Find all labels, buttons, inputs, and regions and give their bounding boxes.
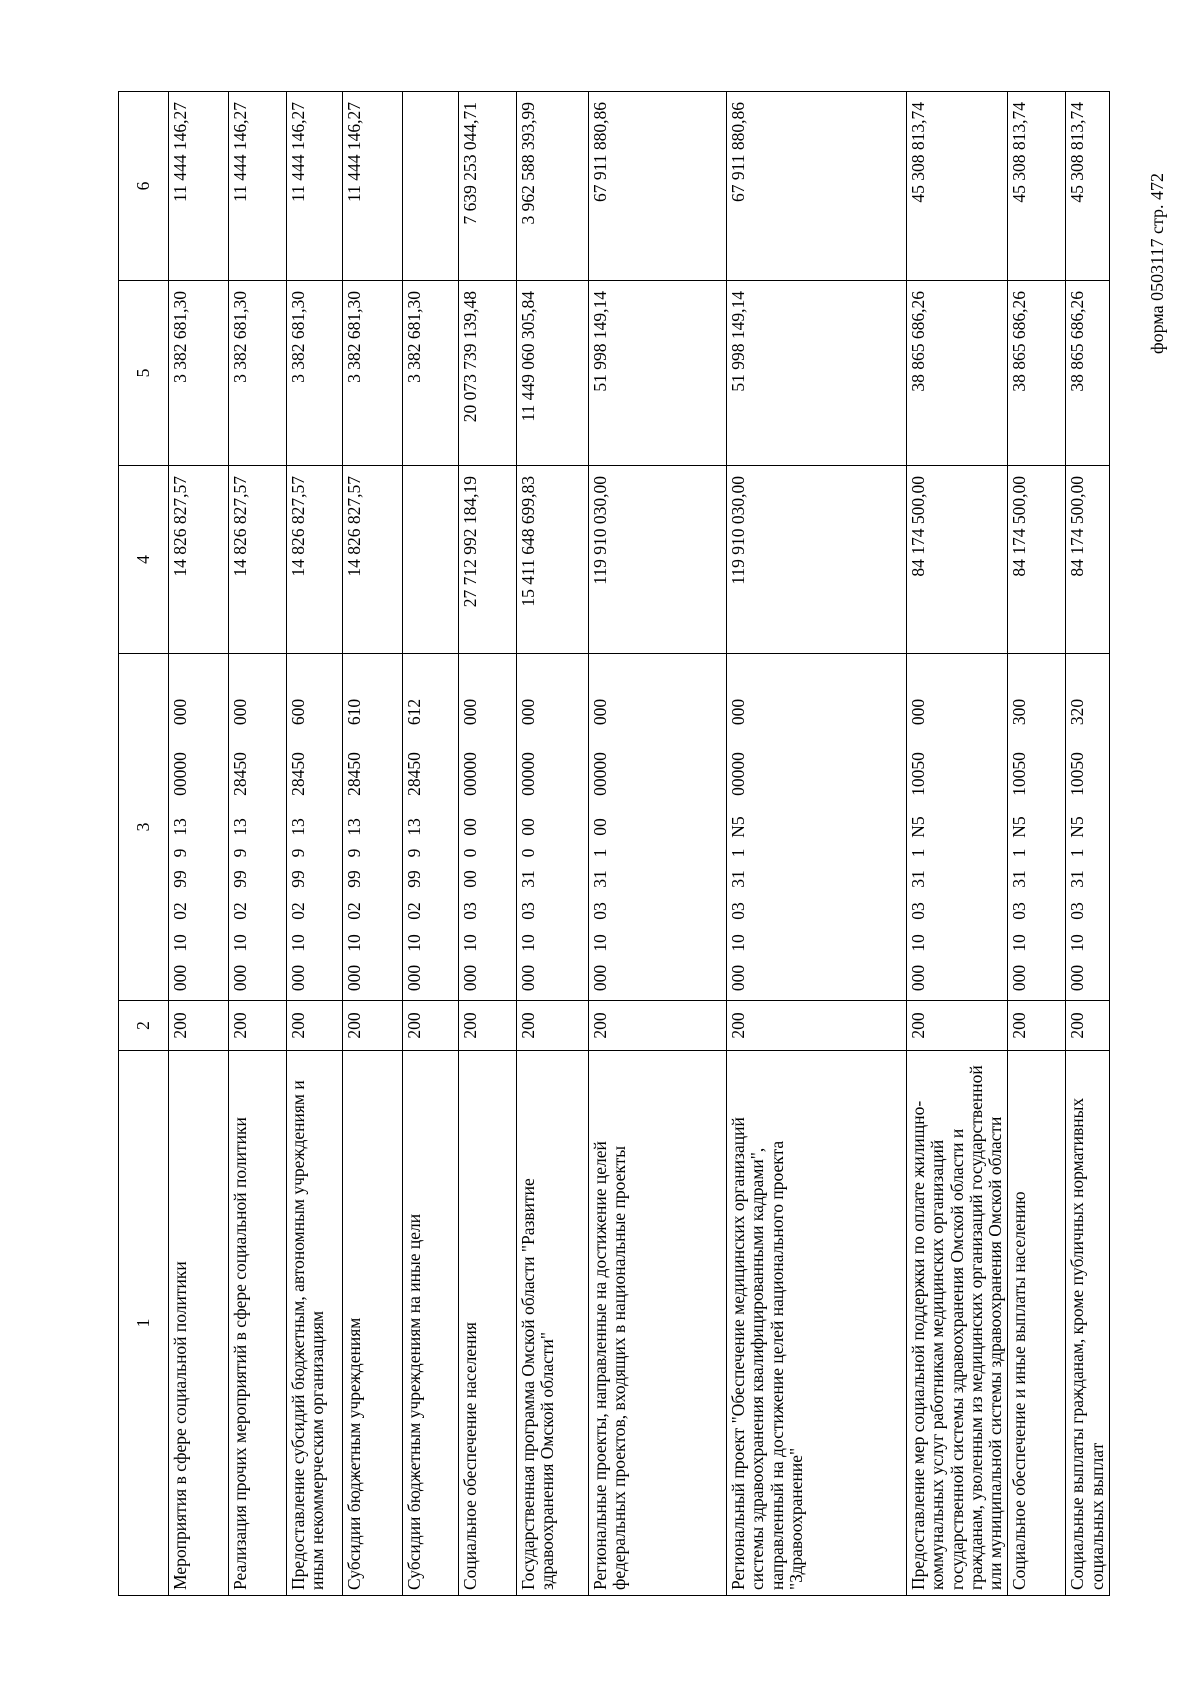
row-approved-cell: 14 826 827,57 bbox=[169, 466, 229, 654]
budget-code bbox=[289, 657, 308, 997]
row-approved-cell: 84 174 500,00 bbox=[907, 466, 1008, 654]
table-row bbox=[403, 92, 459, 1596]
row-unexecuted-cell: 3 962 588 393,99 bbox=[517, 92, 589, 281]
code-part: 1 bbox=[908, 848, 928, 858]
row-line-code-cell: 200 bbox=[907, 1001, 1008, 1051]
row-name-cell: Предоставление субсидий бюджетным, автономным учреждениям и иным некоммерческим организациям bbox=[287, 1051, 343, 1596]
row-line-code-cell: 200 bbox=[343, 1001, 403, 1051]
code-part: 31 bbox=[728, 870, 748, 888]
code-part: 28450 bbox=[404, 752, 424, 796]
code-part: 10050 bbox=[908, 752, 928, 796]
code-part: 10 bbox=[1009, 934, 1030, 952]
code-part: 03 bbox=[728, 902, 748, 920]
row-executed-cell: 3 382 681,30 bbox=[343, 281, 403, 466]
code-part: 000 bbox=[908, 964, 928, 992]
row-executed-cell: 51 998 149,14 bbox=[589, 281, 727, 466]
code-part: N5 bbox=[728, 816, 748, 838]
column-header: 5 bbox=[119, 281, 169, 466]
code-part: 000 bbox=[460, 698, 480, 726]
code-part: 13 bbox=[230, 818, 250, 836]
row-name-cell: Социальные выплаты гражданам, кроме публичных нормативных социальных выплат bbox=[1066, 1051, 1110, 1596]
budget-code bbox=[461, 657, 480, 997]
row-name-cell: Мероприятия в сфере социальной политики bbox=[169, 1051, 229, 1596]
code-part: 000 bbox=[170, 698, 190, 726]
row-executed-cell: 3 382 681,30 bbox=[287, 281, 343, 466]
row-unexecuted-cell: 11 444 146,27 bbox=[169, 92, 229, 281]
code-part: 10 bbox=[230, 934, 250, 952]
row-name-cell: Социальное обеспечение населения bbox=[459, 1051, 517, 1596]
row-budget-code-cell bbox=[517, 654, 589, 1001]
row-approved-cell: 14 826 827,57 bbox=[229, 466, 287, 654]
column-header: 1 bbox=[119, 1051, 169, 1596]
code-part: 00 bbox=[518, 818, 538, 836]
code-part: 31 bbox=[518, 870, 538, 888]
code-part: 10 bbox=[518, 934, 538, 952]
row-executed-cell: 20 073 739 139,48 bbox=[459, 281, 517, 466]
code-part: 03 bbox=[1067, 902, 1088, 920]
code-part: 1 bbox=[728, 848, 748, 858]
code-part: 02 bbox=[344, 902, 364, 920]
table-row bbox=[287, 92, 343, 1596]
code-part: 1 bbox=[1067, 848, 1088, 858]
table-row bbox=[343, 92, 403, 1596]
code-part: 03 bbox=[590, 902, 610, 920]
row-approved-cell: 119 910 030,00 bbox=[589, 466, 727, 654]
code-part: 000 bbox=[728, 964, 748, 992]
code-part: 13 bbox=[404, 818, 424, 836]
code-part: 9 bbox=[404, 848, 424, 858]
row-approved-cell: 119 910 030,00 bbox=[727, 466, 907, 654]
row-approved-cell: 15 411 648 699,83 bbox=[517, 466, 589, 654]
code-part: 13 bbox=[344, 818, 364, 836]
code-part: 10050 bbox=[1009, 752, 1030, 796]
budget-code bbox=[171, 657, 190, 997]
budget-code bbox=[519, 657, 538, 997]
row-line-code-cell: 200 bbox=[229, 1001, 287, 1051]
row-executed-cell: 3 382 681,30 bbox=[169, 281, 229, 466]
row-unexecuted-cell: 11 444 146,27 bbox=[287, 92, 343, 281]
row-name-cell: Государственная программа Омской области "Развитие здравоохранения Омской области" bbox=[517, 1051, 589, 1596]
code-part: 00000 bbox=[590, 752, 610, 796]
column-header: 6 bbox=[119, 92, 169, 281]
table-row bbox=[1066, 92, 1110, 1596]
row-line-code-cell: 200 bbox=[589, 1001, 727, 1051]
row-budget-code-cell bbox=[907, 654, 1008, 1001]
row-unexecuted-cell: 45 308 813,74 bbox=[1008, 92, 1066, 281]
code-part: 02 bbox=[404, 902, 424, 920]
code-part: 00000 bbox=[170, 752, 190, 796]
row-approved-cell: 84 174 500,00 bbox=[1066, 466, 1110, 654]
row-budget-code-cell bbox=[229, 654, 287, 1001]
column-header: 4 bbox=[119, 466, 169, 654]
row-unexecuted-cell: 45 308 813,74 bbox=[907, 92, 1008, 281]
row-budget-code-cell bbox=[459, 654, 517, 1001]
row-line-code-cell: 200 bbox=[517, 1001, 589, 1051]
code-part: 000 bbox=[170, 964, 190, 992]
row-name-cell: Социальное обеспечение и иные выплаты населению bbox=[1008, 1051, 1066, 1596]
code-part: N5 bbox=[908, 816, 928, 838]
budget-code bbox=[1010, 657, 1029, 997]
code-part: 02 bbox=[230, 902, 250, 920]
code-part: 000 bbox=[1009, 964, 1030, 992]
table-row bbox=[727, 92, 907, 1596]
code-part: 10 bbox=[728, 934, 748, 952]
code-part: 28450 bbox=[288, 752, 308, 796]
row-budget-code-cell bbox=[403, 654, 459, 1001]
code-part: 99 bbox=[288, 870, 308, 888]
row-name-cell: Субсидии бюджетным учреждениям bbox=[343, 1051, 403, 1596]
code-part: 00 bbox=[460, 870, 480, 888]
row-budget-code-cell bbox=[589, 654, 727, 1001]
row-line-code-cell: 200 bbox=[1066, 1001, 1110, 1051]
code-part: 03 bbox=[460, 902, 480, 920]
code-part: 000 bbox=[908, 698, 928, 726]
budget-code bbox=[1068, 657, 1087, 997]
row-executed-cell: 3 382 681,30 bbox=[229, 281, 287, 466]
row-budget-code-cell bbox=[287, 654, 343, 1001]
code-part: 00 bbox=[460, 818, 480, 836]
code-part: 31 bbox=[908, 870, 928, 888]
row-approved-cell bbox=[403, 466, 459, 654]
code-part: 00000 bbox=[728, 752, 748, 796]
code-part: 000 bbox=[728, 698, 748, 726]
code-part: 9 bbox=[344, 848, 364, 858]
budget-code bbox=[345, 657, 364, 997]
code-part: 000 bbox=[518, 964, 538, 992]
row-name-cell: Реализация прочих мероприятий в сфере социальной политики bbox=[229, 1051, 287, 1596]
code-part: 10 bbox=[404, 934, 424, 952]
column-header: 3 bbox=[119, 654, 169, 1001]
row-executed-cell: 3 382 681,30 bbox=[403, 281, 459, 466]
code-part: 9 bbox=[230, 848, 250, 858]
row-line-code-cell: 200 bbox=[287, 1001, 343, 1051]
code-part: 10 bbox=[908, 934, 928, 952]
budget-code bbox=[591, 657, 610, 997]
code-part: N5 bbox=[1009, 816, 1030, 838]
row-budget-code-cell bbox=[727, 654, 907, 1001]
table-row bbox=[517, 92, 589, 1596]
row-line-code-cell: 200 bbox=[1008, 1001, 1066, 1051]
code-part: N5 bbox=[1067, 816, 1088, 838]
budget-code bbox=[405, 657, 424, 997]
row-name-cell: Предоставление мер социальной поддержки по оплате жилищно-коммунальных услуг работникам медицинских организаций государственной системы здравоохранения Омской области и гражданам, уволенным из медицинских организаций государственной или муниципальной системы здравоохранения Омской области bbox=[907, 1051, 1008, 1596]
table-body bbox=[169, 92, 1110, 1596]
row-approved-cell: 14 826 827,57 bbox=[343, 466, 403, 654]
code-part: 600 bbox=[288, 698, 308, 726]
code-part: 31 bbox=[590, 870, 610, 888]
code-part: 00000 bbox=[460, 752, 480, 796]
code-part: 000 bbox=[460, 964, 480, 992]
code-part: 99 bbox=[230, 870, 250, 888]
row-name-cell: Региональные проекты, направленные на достижение целей федеральных проектов, входящих в национальные проекты bbox=[589, 1051, 727, 1596]
row-name-cell: Региональный проект "Обеспечение медицинских организаций системы здравоохранения квалифицированными кадрами", направленный на достижение целей национального проекта "Здравоохранение" bbox=[727, 1051, 907, 1596]
row-budget-code-cell bbox=[343, 654, 403, 1001]
code-part: 300 bbox=[1009, 698, 1030, 726]
code-part: 13 bbox=[288, 818, 308, 836]
code-part: 000 bbox=[230, 698, 250, 726]
row-budget-code-cell bbox=[1066, 654, 1110, 1001]
code-part: 00 bbox=[590, 818, 610, 836]
code-part: 13 bbox=[170, 818, 190, 836]
row-unexecuted-cell: 67 911 880,86 bbox=[589, 92, 727, 281]
table-row bbox=[459, 92, 517, 1596]
row-executed-cell: 11 449 060 305,84 bbox=[517, 281, 589, 466]
code-part: 28450 bbox=[230, 752, 250, 796]
row-unexecuted-cell: 7 639 253 044,71 bbox=[459, 92, 517, 281]
row-line-code-cell: 200 bbox=[459, 1001, 517, 1051]
column-header: 2 bbox=[119, 1001, 169, 1051]
budget-code bbox=[909, 657, 928, 997]
code-part: 000 bbox=[1067, 964, 1088, 992]
rotated-table-container bbox=[118, 92, 1107, 1596]
row-budget-code-cell bbox=[169, 654, 229, 1001]
row-executed-cell: 38 865 686,26 bbox=[1008, 281, 1066, 466]
code-part: 02 bbox=[170, 902, 190, 920]
code-part: 10 bbox=[170, 934, 190, 952]
header-row bbox=[119, 92, 169, 1596]
code-part: 31 bbox=[1009, 870, 1030, 888]
row-line-code-cell: 200 bbox=[403, 1001, 459, 1051]
code-part: 0 bbox=[460, 848, 480, 858]
code-part: 000 bbox=[404, 964, 424, 992]
code-part: 1 bbox=[590, 848, 610, 858]
code-part: 000 bbox=[590, 698, 610, 726]
code-part: 02 bbox=[288, 902, 308, 920]
code-part: 9 bbox=[288, 848, 308, 858]
row-approved-cell: 14 826 827,57 bbox=[287, 466, 343, 654]
code-part: 03 bbox=[518, 902, 538, 920]
code-part: 000 bbox=[288, 964, 308, 992]
code-part: 10 bbox=[288, 934, 308, 952]
row-approved-cell: 27 712 992 184,19 bbox=[459, 466, 517, 654]
table-row bbox=[1008, 92, 1066, 1596]
row-unexecuted-cell: 45 308 813,74 bbox=[1066, 92, 1110, 281]
code-part: 03 bbox=[1009, 902, 1030, 920]
code-part: 000 bbox=[344, 964, 364, 992]
code-part: 320 bbox=[1067, 698, 1088, 726]
row-unexecuted-cell bbox=[403, 92, 459, 281]
code-part: 10 bbox=[460, 934, 480, 952]
row-approved-cell: 84 174 500,00 bbox=[1008, 466, 1066, 654]
row-line-code-cell: 200 bbox=[727, 1001, 907, 1051]
code-part: 000 bbox=[230, 964, 250, 992]
row-unexecuted-cell: 11 444 146,27 bbox=[343, 92, 403, 281]
code-part: 1 bbox=[1009, 848, 1030, 858]
table-row bbox=[907, 92, 1008, 1596]
code-part: 612 bbox=[404, 698, 424, 726]
row-name-cell: Субсидии бюджетным учреждениям на иные цели bbox=[403, 1051, 459, 1596]
code-part: 000 bbox=[518, 698, 538, 726]
row-executed-cell: 38 865 686,26 bbox=[1066, 281, 1110, 466]
code-part: 00000 bbox=[518, 752, 538, 796]
code-part: 99 bbox=[404, 870, 424, 888]
code-part: 610 bbox=[344, 698, 364, 726]
budget-code bbox=[729, 657, 748, 997]
code-part: 99 bbox=[344, 870, 364, 888]
code-part: 9 bbox=[170, 848, 190, 858]
code-part: 28450 bbox=[344, 752, 364, 796]
code-part: 10 bbox=[590, 934, 610, 952]
code-part: 31 bbox=[1067, 870, 1088, 888]
row-budget-code-cell bbox=[1008, 654, 1066, 1001]
row-unexecuted-cell: 11 444 146,27 bbox=[229, 92, 287, 281]
code-part: 000 bbox=[590, 964, 610, 992]
code-part: 10050 bbox=[1067, 752, 1088, 796]
form-number-label: форма 0503117 стр. 472 bbox=[1147, 172, 1167, 354]
row-executed-cell: 51 998 149,14 bbox=[727, 281, 907, 466]
row-line-code-cell: 200 bbox=[169, 1001, 229, 1051]
table-row bbox=[169, 92, 229, 1596]
row-unexecuted-cell: 67 911 880,86 bbox=[727, 92, 907, 281]
row-executed-cell: 38 865 686,26 bbox=[907, 281, 1008, 466]
code-part: 03 bbox=[908, 902, 928, 920]
table-row bbox=[589, 92, 727, 1596]
code-part: 10 bbox=[344, 934, 364, 952]
code-part: 10 bbox=[1067, 934, 1088, 952]
code-part: 99 bbox=[170, 870, 190, 888]
table-row bbox=[229, 92, 287, 1596]
budget-code bbox=[231, 657, 250, 997]
budget-table bbox=[118, 91, 1110, 1596]
code-part: 0 bbox=[518, 848, 538, 858]
